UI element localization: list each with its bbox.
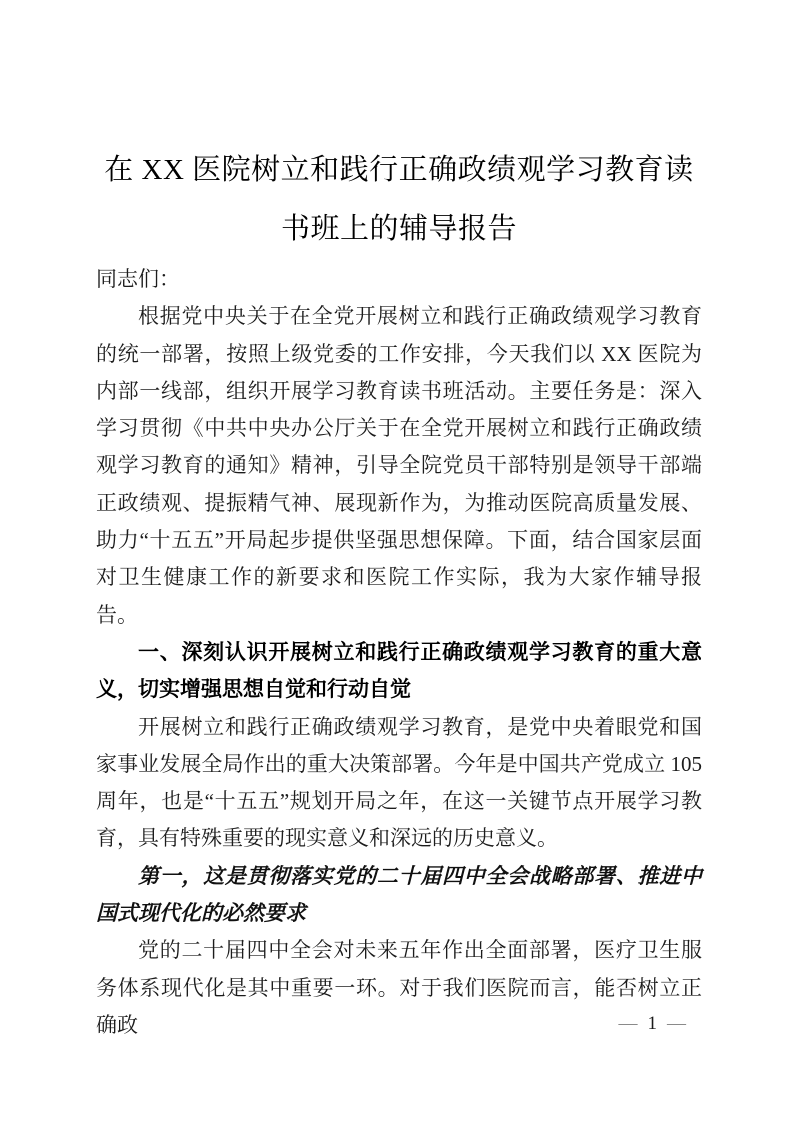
paragraph-significance: 开展树立和践行正确政绩观学习教育，是党中央着眼党和国家事业发展全局作出的重大决策部署。今年是中国共产党成立 105 周年，也是“十五五”规划开局之年，在这一关键节点开展学习教育，具有特殊重要的现实意义和深远的历史意义。 bbox=[96, 714, 702, 851]
footer-dash-right: — bbox=[667, 1013, 686, 1034]
document-title bbox=[96, 141, 702, 259]
document-title-line-2: 书班上的辅导报告 bbox=[280, 213, 517, 245]
footer-page-number: 1 bbox=[647, 1013, 657, 1034]
paragraph-plenum: 党的二十届四中全会对未来五年作出全面部署，医疗卫生服务体系现代化是其中重要一环。对于我们医院而言，能否树立正确政 bbox=[96, 938, 702, 1037]
paragraph-intro: 根据党中央关于在全党开展树立和践行正确政绩观学习教育的统一部署，按照上级党委的工作安排，今天我们以 XX 医院为内部一线部，组织开展学习教育读书班活动。主要任务是：深入学习贯彻《中共中央办公厅关于在全党开展树立和践行正确政绩观学习教育的通知》精神，引导全院党员干部特别是领导干部端正政绩观、提振精气神、展现新作为，为推动医院高质量发展、助力“十五五”开局起步提供坚强思想保障。下面，结合国家层面对卫生健康工作的新要求和医院工作实际，我为大家作辅导报告。 bbox=[96, 304, 702, 627]
document-title-line-1: 在 XX 医院树立和践行正确政绩观学习教育读 bbox=[104, 154, 694, 186]
document-body bbox=[96, 261, 702, 1044]
footer-dash-left: — bbox=[618, 1013, 638, 1034]
subsection-heading-1: 第一，这是贯彻落实党的二十届四中全会战略部署、推进中国式现代化的必然要求 bbox=[96, 863, 702, 926]
page-number-footer bbox=[619, 1012, 687, 1036]
salutation: 同志们： bbox=[96, 267, 180, 291]
section-heading-1: 一、深刻认识开展树立和践行正确政绩观学习教育的重大意义，切实增强思想自觉和行动自觉 bbox=[96, 640, 702, 702]
